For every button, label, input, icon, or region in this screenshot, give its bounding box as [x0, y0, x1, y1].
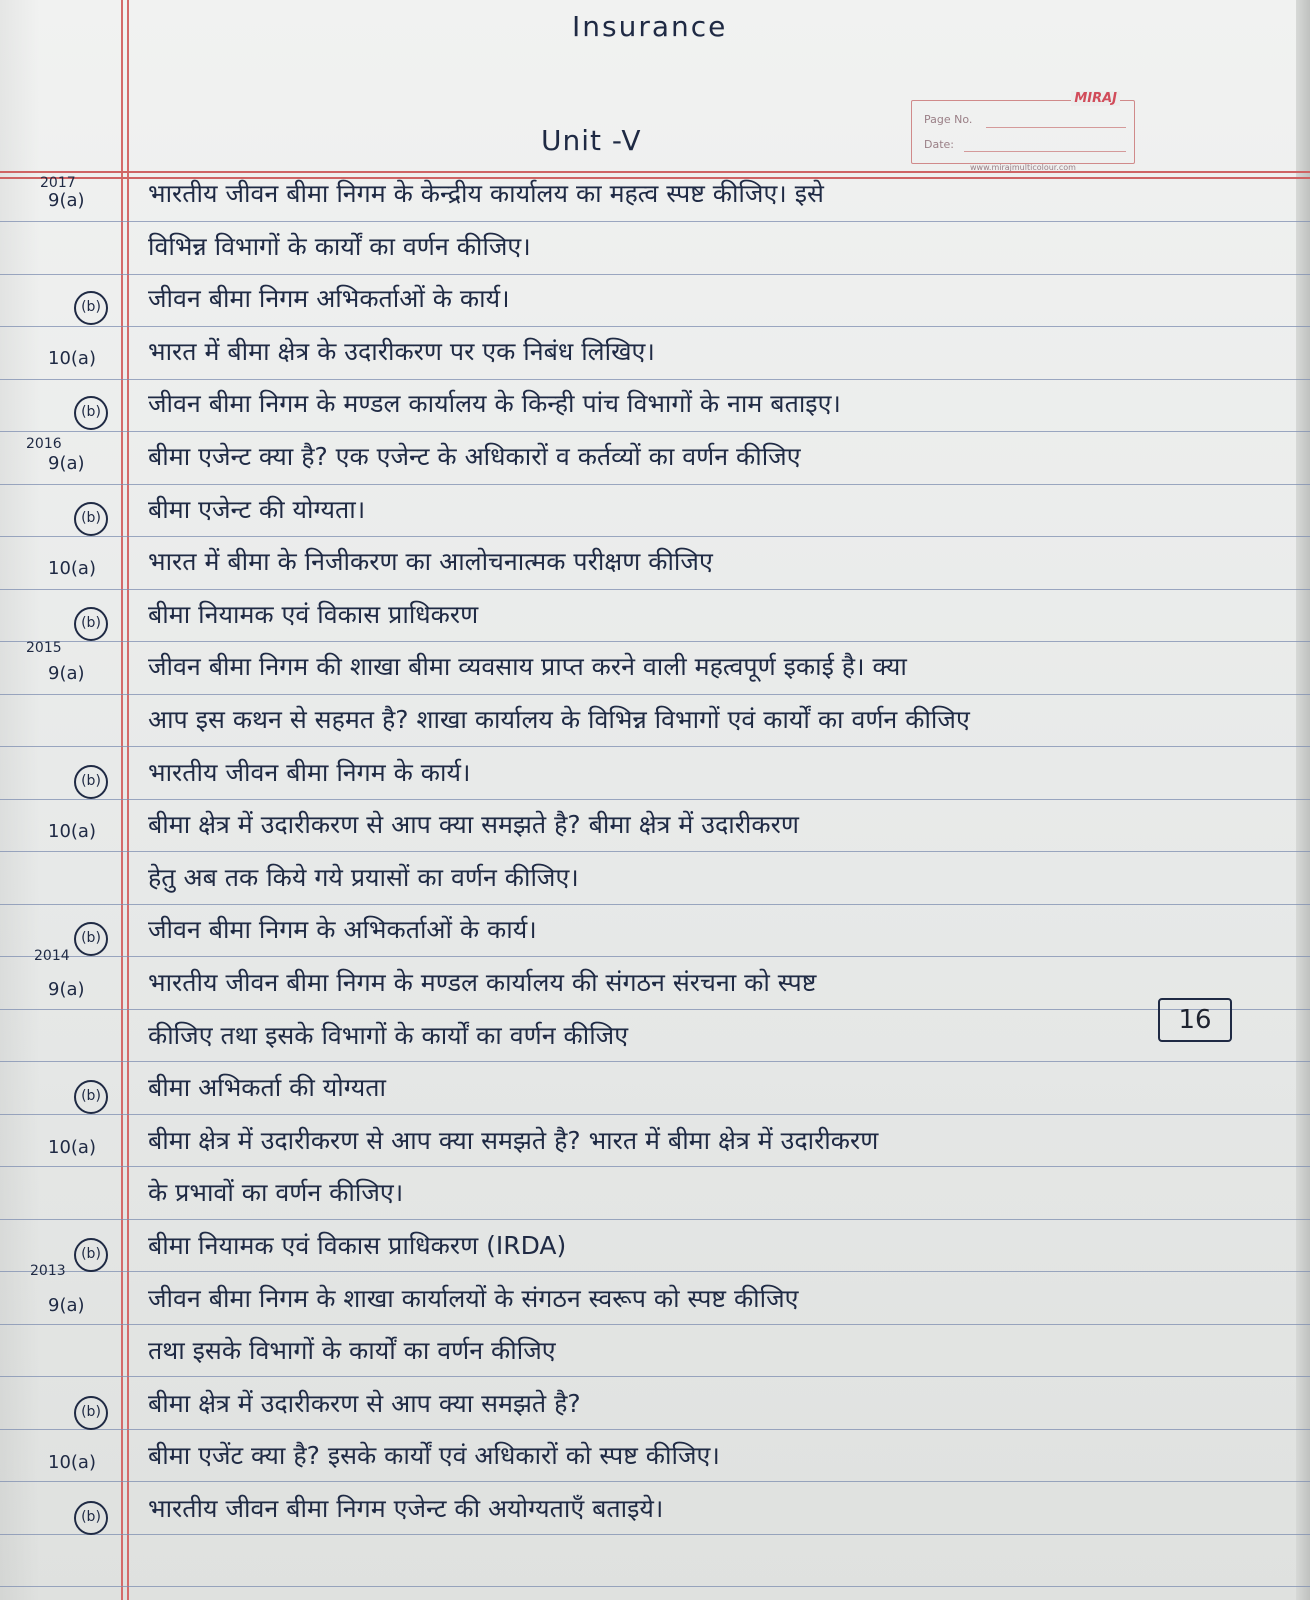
stamp-page-no-label: Page No.	[924, 113, 973, 126]
question-part-label: (b)	[74, 607, 108, 641]
ruled-line	[0, 274, 1310, 275]
question-line: बीमा नियामक एवं विकास प्राधिकरण (IRDA)	[148, 1231, 567, 1260]
ruled-line	[0, 694, 1310, 695]
ruled-line	[0, 589, 1310, 590]
question-line: जीवन बीमा निगम के मण्डल कार्यालय के किन्ही पांच विभागों के नाम बताइए।	[148, 389, 841, 418]
ruled-line	[0, 1586, 1310, 1587]
marks-box: 16	[1158, 998, 1232, 1042]
question-line: बीमा एजेन्ट क्या है? एक एजेन्ट के अधिकारों व कर्तव्यों का वर्णन कीजिए	[148, 442, 801, 471]
margin-line	[127, 0, 129, 1600]
question-part-label: (b)	[74, 1396, 108, 1430]
question-part-label: (b)	[74, 922, 108, 956]
question-number-label: 10(a)	[48, 558, 96, 579]
question-line: तथा इसके विभागों के कार्यों का वर्णन कीजिए	[148, 1336, 556, 1365]
question-line: जीवन बीमा निगम के शाखा कार्यालयों के संगठन स्वरूप को स्पष्ट कीजिए	[148, 1284, 799, 1313]
question-line: भारतीय जीवन बीमा निगम के कार्य।	[148, 758, 471, 787]
question-line: कीजिए तथा इसके विभागों के कार्यों का वर्णन कीजिए	[148, 1021, 629, 1050]
ruled-line	[0, 799, 1310, 800]
ruled-line	[0, 379, 1310, 380]
ruled-line	[0, 1061, 1310, 1062]
year-label: 2013	[30, 1263, 66, 1279]
unit-heading: Unit -V	[541, 124, 642, 157]
question-line: बीमा क्षेत्र में उदारीकरण से आप क्या समझते है? भारत में बीमा क्षेत्र में उदारीकरण	[148, 1126, 879, 1155]
question-line: आप इस कथन से सहमत है? शाखा कार्यालय के विभिन्न विभागों एवं कार्यों का वर्णन कीजिए	[148, 705, 970, 734]
question-line: भारत में बीमा के निजीकरण का आलोचनात्मक परीक्षण कीजिए	[148, 547, 713, 576]
question-line: जीवन बीमा निगम की शाखा बीमा व्यवसाय प्राप्त करने वाली महत्वपूर्ण इकाई है। क्या	[148, 652, 907, 681]
question-number-label: 10(a)	[48, 821, 96, 842]
question-line: हेतु अब तक किये गये प्रयासों का वर्णन कीजिए।	[148, 863, 579, 892]
question-line: विभिन्न विभागों के कार्यों का वर्णन कीजिए।	[148, 232, 531, 261]
question-line: बीमा एजेंट क्या है? इसके कार्यों एवं अधिकारों को स्पष्ट कीजिए।	[148, 1441, 720, 1470]
ruled-line	[0, 1009, 1310, 1010]
stamp-line	[964, 151, 1126, 152]
margin-line	[121, 0, 123, 1600]
question-line: भारतीय जीवन बीमा निगम एजेन्ट की अयोग्यताएँ बताइये।	[148, 1494, 664, 1523]
question-number-label: 9(a)	[48, 663, 85, 684]
question-part-label: (b)	[74, 1080, 108, 1114]
page-stamp	[911, 91, 1135, 172]
ruled-line	[0, 484, 1310, 485]
question-line: जीवन बीमा निगम अभिकर्ताओं के कार्य।	[148, 284, 510, 313]
stamp-date-label: Date:	[924, 138, 954, 151]
question-line: भारत में बीमा क्षेत्र के उदारीकरण पर एक निबंध लिखिए।	[148, 337, 655, 366]
question-line: बीमा अभिकर्ता की योग्यता	[148, 1073, 386, 1102]
year-label: 2017	[40, 175, 76, 191]
question-line: बीमा क्षेत्र में उदारीकरण से आप क्या समझते है?	[148, 1389, 581, 1418]
stamp-brand: MIRAJ	[1071, 91, 1120, 106]
stamp-url: www.mirajmulticolour.com	[970, 163, 1076, 172]
ruled-line	[0, 221, 1310, 222]
question-part-label: (b)	[74, 765, 108, 799]
question-number-label: 10(a)	[48, 348, 96, 369]
ruled-line	[0, 746, 1310, 747]
ruled-line	[0, 851, 1310, 852]
question-number-label: 9(a)	[48, 453, 85, 474]
question-line: जीवन बीमा निगम के अभिकर्ताओं के कार्य।	[148, 915, 537, 944]
question-line: के प्रभावों का वर्णन कीजिए।	[148, 1178, 404, 1207]
question-number-label: 10(a)	[48, 1452, 96, 1473]
question-part-label: (b)	[74, 1501, 108, 1535]
ruled-line	[0, 1114, 1310, 1115]
page-edge	[1296, 0, 1310, 1600]
question-part-label: (b)	[74, 502, 108, 536]
question-number-label: 9(a)	[48, 1295, 85, 1316]
ruled-line	[0, 1429, 1310, 1430]
ruled-line	[0, 1166, 1310, 1167]
year-label: 2015	[26, 640, 62, 656]
ruled-line	[0, 956, 1310, 957]
ruled-line	[0, 904, 1310, 905]
question-line: बीमा क्षेत्र में उदारीकरण से आप क्या समझते है? बीमा क्षेत्र में उदारीकरण	[148, 810, 799, 839]
ruled-line	[0, 1481, 1310, 1482]
question-number-label: 9(a)	[48, 190, 85, 211]
ruled-line	[0, 1324, 1310, 1325]
question-part-label: (b)	[74, 291, 108, 325]
question-number-label: 10(a)	[48, 1137, 96, 1158]
ruled-line	[0, 1376, 1310, 1377]
ruled-line	[0, 641, 1310, 642]
year-label: 2014	[34, 948, 70, 964]
ruled-line	[0, 536, 1310, 537]
ruled-line	[0, 431, 1310, 432]
stamp-line	[986, 127, 1126, 128]
question-line: बीमा एजेन्ट की योग्यता।	[148, 495, 366, 524]
ruled-line	[0, 1219, 1310, 1220]
question-line: भारतीय जीवन बीमा निगम के मण्डल कार्यालय की संगठन संरचना को स्पष्ट	[148, 968, 817, 997]
ruled-line	[0, 1271, 1310, 1272]
ruled-line	[0, 1534, 1310, 1535]
page-title: Insurance	[572, 10, 728, 43]
ruled-line	[0, 326, 1310, 327]
year-label: 2016	[26, 436, 62, 452]
question-part-label: (b)	[74, 396, 108, 430]
question-line: बीमा नियामक एवं विकास प्राधिकरण	[148, 600, 479, 629]
question-part-label: (b)	[74, 1238, 108, 1272]
question-line: भारतीय जीवन बीमा निगम के केन्द्रीय कार्यालय का महत्व स्पष्ट कीजिए। इसे	[148, 179, 824, 208]
question-number-label: 9(a)	[48, 979, 85, 1000]
